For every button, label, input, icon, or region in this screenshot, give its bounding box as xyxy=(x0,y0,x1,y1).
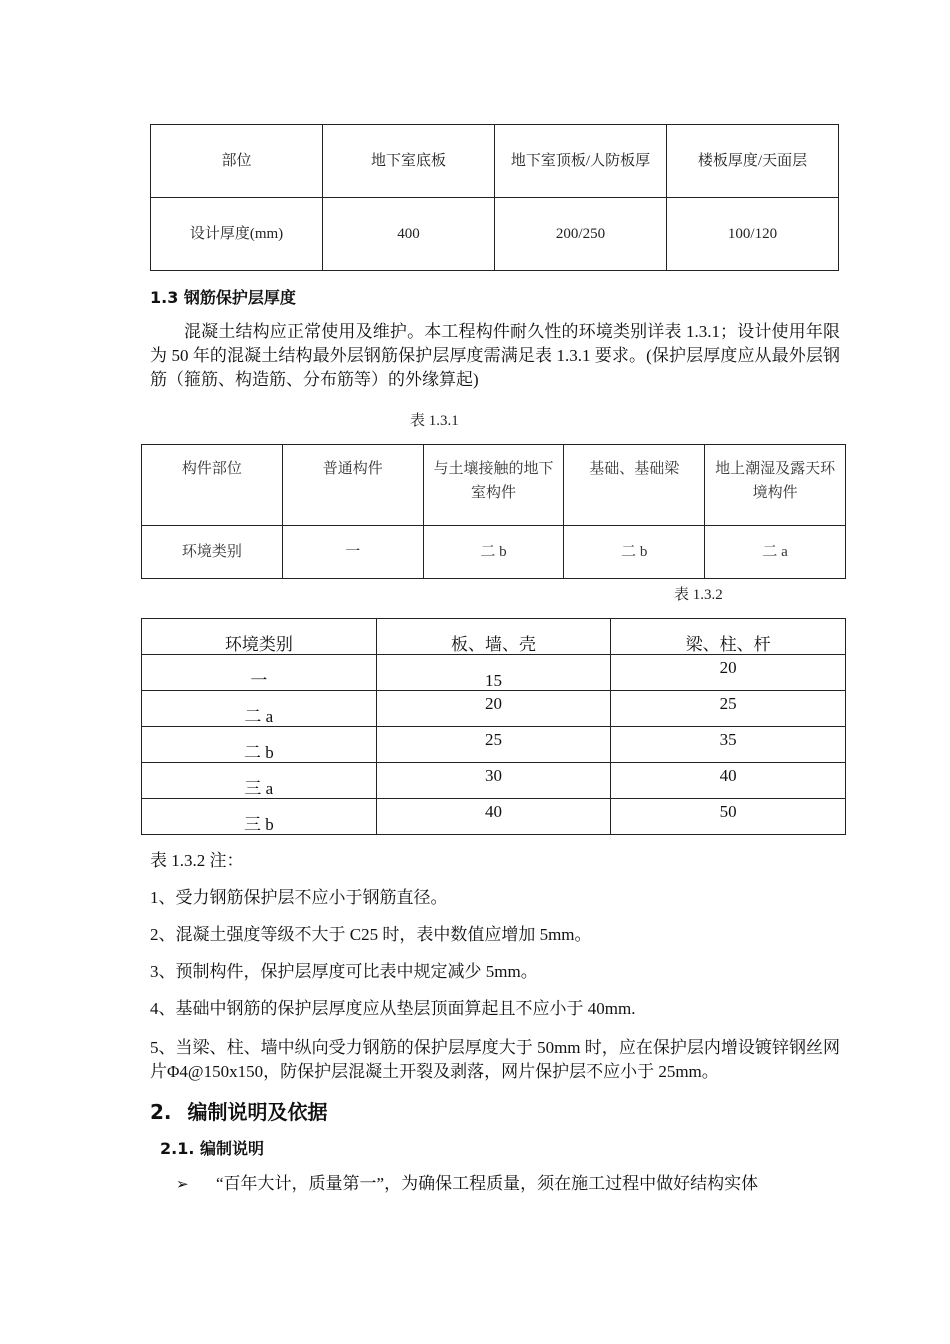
table-cell: 一 xyxy=(282,526,423,579)
note-item: 5、当梁、柱、墙中纵向受力钢筋的保护层厚度大于 50mm 时，应在保护层内增设镀锌钢丝网片Φ4@150x150，防保护层混凝土开裂及剥落，网片保护层不应小于 25mm。 xyxy=(150,1038,840,1081)
table-header-cell: 地下室底板 xyxy=(323,125,495,198)
cell-text: 二 a xyxy=(244,707,274,726)
bullet-text: “百年大计，质量第一”，为确保工程质量，须在施工过程中做好结构实体 xyxy=(216,1174,759,1193)
cover-thickness-table xyxy=(141,618,846,835)
table-row xyxy=(142,691,846,727)
table-header-cell xyxy=(611,619,846,655)
table-cell: 环境类别 xyxy=(142,526,283,579)
environment-category-table xyxy=(141,444,846,579)
section-heading-2-1: 2.1. 编制说明 xyxy=(160,1139,264,1158)
section-number: 2. xyxy=(150,1100,172,1124)
table-cell xyxy=(142,655,377,691)
table-cell xyxy=(142,727,377,763)
section-1-3-paragraph: 混凝土结构应正常使用及维护。本工程构件耐久性的环境类别详表 1.3.1；设计使用年限为 50 年的混凝土结构最外层钢筋保护层厚度需满足表 1.3.1 要求。(保护层厚度应从最外层钢筋（箍筋、构造筋、分布筋等）的外缘算起) xyxy=(150,322,840,389)
table-header-cell: 基础、基础梁 xyxy=(564,445,705,526)
table-row xyxy=(151,125,839,198)
cell-text: 35 xyxy=(719,730,737,749)
table-header-cell: 普通构件 xyxy=(282,445,423,526)
table-header-cell: 地上潮湿及露天环境构件 xyxy=(705,445,846,526)
table-cell: 二 b xyxy=(564,526,705,579)
table-cell xyxy=(611,799,846,835)
table-header-cell xyxy=(142,619,377,655)
table-row xyxy=(142,619,846,655)
table-row xyxy=(151,198,839,271)
table-cell xyxy=(376,799,611,835)
table-header-cell: 构件部位 xyxy=(142,445,283,526)
table-cell: 200/250 xyxy=(495,198,667,271)
header-text: 板、墙、壳 xyxy=(450,635,536,654)
header-text: 环境类别 xyxy=(224,635,293,654)
table-cell xyxy=(376,691,611,727)
cell-text: 二 b xyxy=(243,743,274,762)
cell-text: 15 xyxy=(484,671,502,690)
table-row xyxy=(142,799,846,835)
table-cell xyxy=(376,763,611,799)
table-row xyxy=(142,763,846,799)
header-text: 梁、柱、杆 xyxy=(685,635,771,654)
table-row xyxy=(142,445,846,526)
note-item: 2、混凝土强度等级不大于 C25 时，表中数值应增加 5mm。 xyxy=(150,925,592,944)
table-cell xyxy=(611,727,846,763)
table-cell xyxy=(376,655,611,691)
cell-text: 40 xyxy=(719,766,737,785)
table-row xyxy=(142,727,846,763)
table-cell xyxy=(142,763,377,799)
table-row xyxy=(142,526,846,579)
table-cell xyxy=(611,655,846,691)
table-cell xyxy=(376,727,611,763)
note-item: 1、受力钢筋保护层不应小于钢筋直径。 xyxy=(150,888,448,907)
bullet-paragraph xyxy=(176,1172,840,1196)
cell-text: 50 xyxy=(719,802,737,821)
arrow-bullet-icon: ➢ xyxy=(176,1175,189,1193)
table-header-cell: 地下室顶板/人防板厚 xyxy=(495,125,667,198)
table-cell xyxy=(611,691,846,727)
section-heading-1-3: 1.3 钢筋保护层厚度 xyxy=(150,288,296,307)
section-title: 编制说明及依据 xyxy=(187,1100,328,1124)
table-cell xyxy=(611,763,846,799)
table-cell: 设计厚度(mm) xyxy=(151,198,323,271)
section-heading-2 xyxy=(150,1096,328,1125)
cell-text: 25 xyxy=(484,730,502,749)
cell-text: 三 b xyxy=(243,815,274,834)
table-1-3-2-caption: 表 1.3.2 xyxy=(674,587,723,603)
table-cell: 100/120 xyxy=(667,198,839,271)
note-item: 3、预制构件，保护层厚度可比表中规定减少 5mm。 xyxy=(150,962,538,981)
cell-text: 20 xyxy=(484,694,502,713)
cell-text: 20 xyxy=(719,658,737,677)
table-row xyxy=(142,655,846,691)
table-header-cell: 与土壤接触的地下室构件 xyxy=(423,445,564,526)
table-cell: 二 a xyxy=(705,526,846,579)
cell-text: 25 xyxy=(719,694,737,713)
table-cell: 二 b xyxy=(423,526,564,579)
cell-text: 一 xyxy=(250,671,268,690)
notes-title: 表 1.3.2 注： xyxy=(150,851,244,870)
note-item: 4、基础中钢筋的保护层厚度应从垫层顶面算起且不应小于 40mm. xyxy=(150,999,636,1018)
cell-text: 40 xyxy=(484,802,502,821)
table-cell xyxy=(142,691,377,727)
table-cell: 400 xyxy=(323,198,495,271)
table-header-cell xyxy=(376,619,611,655)
table-1-3-1-caption: 表 1.3.1 xyxy=(410,413,459,429)
table-header-cell: 楼板厚度/天面层 xyxy=(667,125,839,198)
table-cell xyxy=(142,799,377,835)
table-header-cell: 部位 xyxy=(151,125,323,198)
cell-text: 30 xyxy=(484,766,502,785)
cell-text: 三 a xyxy=(244,779,274,798)
thickness-table xyxy=(150,124,839,271)
